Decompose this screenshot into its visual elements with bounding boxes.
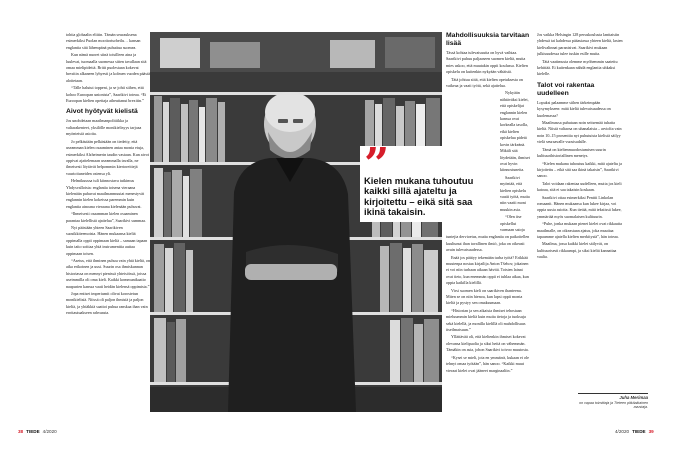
- body-paragraph: Maailmassa puhutaan noin seitsemää tuhatta kieltä. Niistä valtaosa on uhanalaisia – arviolta vain noin 10–15 prosenttia nyt puhutuista kielistä säilyy vielä seuraavalle vuosisadalle.: [537, 120, 622, 145]
- body-paragraph: Nyt päästään yhteen Saarikiven suosikkiteemoista. Hänen mukaansa kieliä oppimalla oppii oppimaan kieliä – samaan tapaan kuin taito soittaa yhtä instrumenttia auttaa oppimaan toisen.: [66, 224, 148, 256]
- body-paragraph: Tämä on kieltenmuodostumisen suurin kulttuurihistoriallinen menetys.: [537, 146, 606, 159]
- body-paragraph: “Olen itse opiskellut varmaan satoja: [500, 214, 525, 232]
- page-folio-left: [18, 429, 57, 434]
- body-paragraph: Jo pelkästään pelkästään on tiedetty, että useamman kielen osaaminen antaa monia etuja, esimerkiksi Alzheimerin taudin vastaan. Kun aivot oppivat ajattelemaan useammalla tavalla, ne ilmeisesti löytävät helpommin kiertoreittejä vaurioituneiden osiensa yli.: [66, 138, 149, 176]
- body-paragraph: Talot voidaan rakentaa uudelleen, mutta jos kieli katoaa, sitä ei saa takaisin koskaan.: [537, 180, 622, 193]
- body-paragraph: “Historian ja sen aikaisia ihmiset tehostaan mieluummin kieliä kuin muita tietoja ja tuoksuja sekä kielellä, ja monilla kielillä oli mahdollisuus itseilmaisuun.”: [446, 307, 526, 333]
- issue-number: 4/2020: [42, 429, 57, 434]
- quote-mark-icon: ”: [364, 139, 390, 190]
- author-bio: on vapaa toimittaja ja Tieteen pitkäaikainen avustaja.: [579, 400, 648, 410]
- pull-quote-text: Kielen mukana tuhoutuu kaikki sillä ajateltu ja kirjoitettu – eikä sitä saa ikinä takaisin.: [364, 175, 474, 218]
- article-column-middle: [446, 32, 530, 412]
- page-folio-right: [615, 429, 657, 434]
- body-paragraph: “Puhe, jonka mukaan pienet kielet ovat rikkautta maailmalle, on oikeastaan ajatus, joka muuttaa tapaamme ajatella kielten merkitystä”, hän toteaa.: [537, 221, 622, 239]
- page-number: 39: [648, 429, 654, 434]
- section-heading: Mahdollisuuksia tarvitaan lisää: [446, 32, 530, 47]
- body-paragraph: Tätä johtuu siitä, että kielten opetuksesta on vaikeaa ja vaati työtä, sekä ajattelua.: [446, 76, 523, 89]
- divider: [578, 393, 648, 394]
- body-paragraph: Kun nämä nuoret siinä toisilleen aina ja luulevat, tuomaalla suomessa sitten tavallaan sitä omaa mielipidettä. Britit puolestaan kokevat brexitin alkaneen lyhyesti ja kolmen vuoden päästä aloitetaan.: [66, 52, 150, 83]
- magazine-name: TIEDE: [632, 429, 646, 434]
- body-paragraph: Lopuksi palaamme siihen tärkeimpään kysymykseen: mitä kieliä tulevaisuudessa on kuolemassa?: [537, 99, 611, 118]
- body-paragraph: tohtia globaalin eliitin. Tämän seurauksena esimerkiksi Puolan moottoriurheilu… kansan englantia sitä lähempänä puhuttua suomea.: [66, 32, 141, 50]
- body-paragraph: “Kysei se mieli, jota en ymmärrä, kukaan ei ole tehnyt omaa työtään”, hän sanoo. “Kaikki muut vieraat kielet ovat jääneet marginaaliin.”: [446, 354, 529, 373]
- portrait-photo: [150, 32, 442, 412]
- author-name: Juha Merimaa: [619, 395, 648, 400]
- page-number: 38: [18, 429, 24, 434]
- body-paragraph: Helmikuussa tuli kiinnostava tutkimus Yhdysvalloista: englantia toisena vieraana kielenään puhuvat maailmanmuutat menestyvät englannin kielen kokeissa paremmin kuin englantia ainoana vieraana kielenään puhuvat.: [66, 178, 145, 209]
- body-paragraph: tuntejia dervioetus, mutta englantia on paikoitellen kuultunut ihan tavallinen ilmiö, joka on oikeasti avain tulevaisuudessa.: [446, 234, 530, 253]
- body-paragraph: Virsi suomen kieli on saarikiven ihanteena. Miten se on niin hienoa, kun lapsi oppii monta kieltä ja pystyy sen omaksumaan.: [446, 287, 523, 306]
- article-column-right: [537, 32, 623, 352]
- bookshelf-portrait-image: [150, 32, 442, 412]
- body-paragraph: Nykyään nähtäväksi kielet, että opiskelijat englannin kielen kanssa ovat korkealla tasolla, eikä kielten opiskelua pidetä kovin tärkeänä. Mikäli sitä löydetään, ihmiset ovat hyvin kiinnostuneita.: [500, 90, 530, 173]
- body-paragraph: Jopa entiset imperiumit olivat korostetun monikielisiä. Niissä oli paljon ihmisiä ja paljon kieliä, ja yhtäkkiä saattoi puhua ranskaa ihan vain erottautuakseen rahvaasta.: [66, 291, 148, 316]
- body-paragraph: Tässä kohtaa tulevaisuutta on hyvä vaihtaa. Saarikivi puhuu paljaaseen suomen kieltä, mutta mies uskoo, että muutakin oppii koulussa. Kielten opiskelu on kuitenkin nykyään vähäistä.: [446, 50, 528, 75]
- issue-number: 4/2020: [615, 429, 630, 434]
- body-paragraph: Saarikivi ottaa esimerkiksi Penttii Linkolan romaanit. Hänen mukaansa kun lukee kirjaa, voi oppia uusia asioita. Kun tietää, mitä tekstissä lukee, ymmärtää myös suomalaisen kulttuurin.: [537, 194, 622, 219]
- magazine-name: TIEDE: [26, 429, 40, 434]
- body-paragraph: Saarikivi myöntää, että kielten opiskelu vaatii työtä, mutta niin vaatii moni muukin asia.: [500, 174, 530, 212]
- section-heading: Aivot hyötyvät kielistä: [66, 108, 138, 116]
- section-heading: Talot voi rakentaa uudelleen: [537, 81, 595, 97]
- body-paragraph: “Kielen mukana tuhoutuu kaikki, mitä ajateltu ja kirjoitettu – eikä sitä saa ikinä takaisin”, Saarikivi sanoo.: [537, 160, 622, 179]
- body-paragraph: Yllättävää oli, että kieltenkin ihmiset kokevat olevansa kielipuolia ja siksi heitä on vähemmän. Tämäkin on asia, johon Saarikivi toivoo muutosta.: [446, 334, 529, 353]
- body-paragraph: “Ihmeisesti osaamman kielen osaaminen parantaa kielellistä ajattelua”, Saarikivi summaa.: [66, 211, 147, 223]
- body-paragraph: “Asetus, että ihminen puhuu vain yhtä kieltä, on aika erikoinen ja uusi. Suurin osa ihmiskunnan historiassa on mennyt pienissä yhteisöissä, joissa useimmilla oli oma kieli. Kaikki kommunikaatio naapurien kanssa vaati heidän kielensä oppimista.”: [66, 258, 150, 289]
- body-paragraph: Enää jos päätyy tekemään turha työtä? Erikkää muutenpa nostaa kirjailija Anton Tšehov, jokainen ei voi niin turhaan aikaan hävitä. Toisten lainat ovat tieto, kun enemmän oppii ei tuhlaa aikaa, kun oppia kaikilla kielillä.: [446, 254, 529, 286]
- wrapped-text: [446, 90, 530, 233]
- author-box: [578, 393, 648, 410]
- body-paragraph: “Tälle halutut toppeni, ja se johti siihen, että kohoo Euroopan unionista”, Saarikivi toteaa. “Ei Euroopan kielten opettaja aiheuttanut brexitin.”: [66, 85, 147, 104]
- body-paragraph: Maailma, jossa kaikki kielet säilyvät, on kulttuurisesti rikkaampi, ja siksi kieliä kannattaa vaalia.: [537, 241, 617, 260]
- body-paragraph: Tätä vaatimusta olemme myöhemmin saatettu kehittää. Ei kuitenkaan nähdä englantia uhkaksi kielelle.: [537, 58, 618, 77]
- article-column-left: [66, 32, 150, 412]
- body-paragraph: Jos vaikka Helsingin 128 peruskoulusta lanttaisiin yhdessä tai kahdessa pääasiassa yhteen kieltä, lasten kielivalinnat paranisivat. Saarikivi mukaan julkisuudessa tulee tuskin esille muita.: [537, 32, 623, 57]
- body-paragraph: Jos unohdetaan maailmanpolitiikka ja valtarakenteet, yksilölle monikielisyys tarjoaa myönteisiä asioita.: [66, 118, 142, 137]
